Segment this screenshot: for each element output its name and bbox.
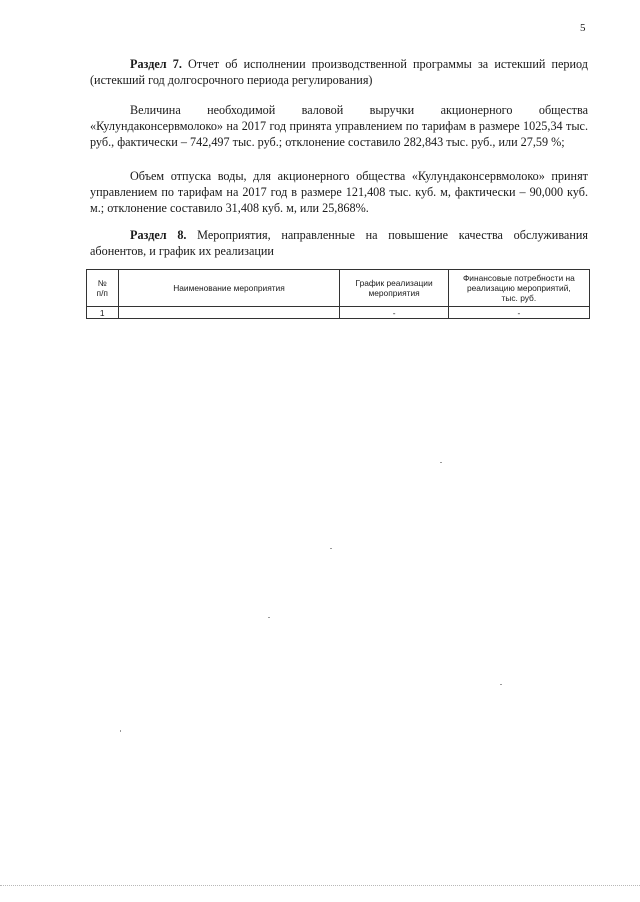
revenue-paragraph: Величина необходимой валовой выручки акционерного общества «Кулундаконсервмолоко» на 2017 год принята управлением по тарифам в размере 1025,34 тыс. руб., фактически – 742,497 тыс. руб.; отклонение составило 282,843 тыс. руб., или 27,59 %; [90,103,588,149]
header-num [87,270,119,307]
scan-speck [330,548,332,549]
scan-speck [440,462,442,463]
header-finance-line2: реализацию мероприятий, [466,283,571,293]
header-name: Наименование мероприятия [118,270,340,307]
cell-schedule: - [340,307,448,319]
section-7-heading [90,56,588,88]
header-finance-line3: тыс. руб. [501,293,537,303]
header-schedule [340,270,448,307]
section-8-title: Мероприятия, направленные на повышение качества обслуживания абонентов, и график их реализации [90,228,588,258]
cell-num: 1 [87,307,119,319]
scan-speck [268,617,270,618]
cell-name [118,307,340,319]
cell-finance: - [448,307,589,319]
header-finance [448,270,589,307]
scan-edge-line [0,885,640,886]
table-header-row [87,270,590,307]
section-7-label: Раздел 7. [130,57,182,71]
page-number: 5 [580,22,586,34]
header-num-line2: п/п [96,288,108,298]
header-finance-line1: Финансовые потребности на [462,273,575,283]
header-schedule-line2: мероприятия [368,288,420,298]
header-schedule-line1: График реализации [355,278,433,288]
header-num-line1: № [97,278,107,288]
scan-speck [120,730,121,732]
section-7-title: Отчет об исполнении производственной программы за истекший период (истекший год долгосрочного периода регулирования) [90,57,588,87]
section-8-label: Раздел 8. [130,228,187,242]
measures-table [86,269,590,319]
section-8-heading [90,227,588,259]
water-volume-paragraph: Объем отпуска воды, для акционерного общества «Кулундаконсервмолоко» принят управлением по тарифам на 2017 год в размере 121,408 тыс. куб. м, фактически – 90,000 куб. м.; отклонение составило 31,408 куб. м, или 25,868%. [90,169,588,215]
table-row [87,307,590,319]
scan-speck [500,684,502,685]
